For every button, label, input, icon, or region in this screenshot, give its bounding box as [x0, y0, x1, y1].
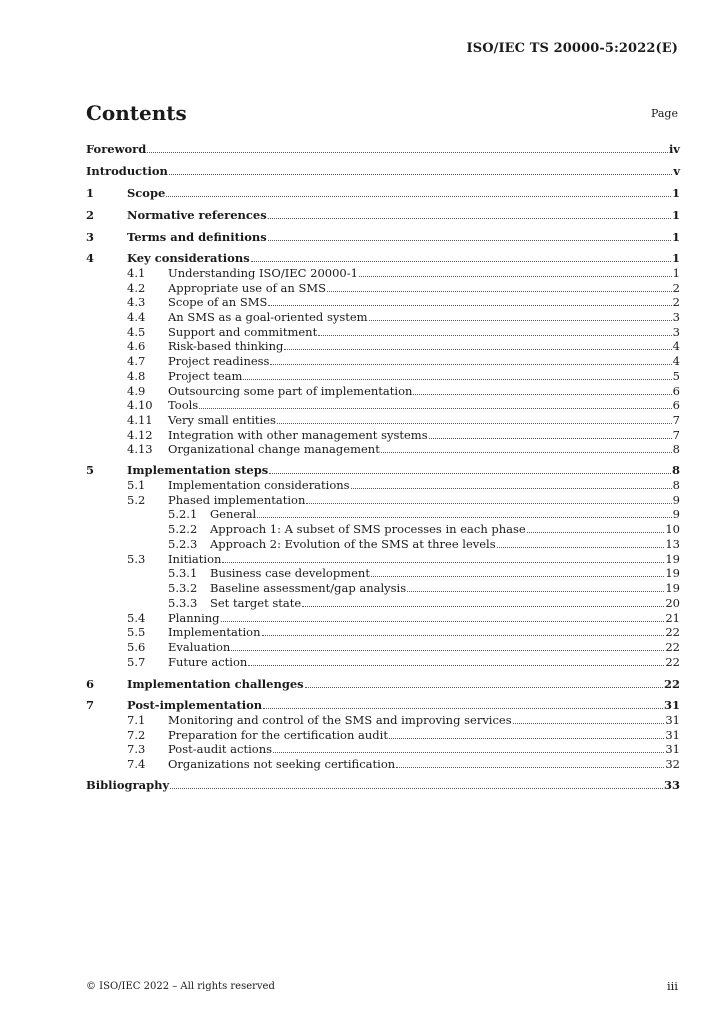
- toc-entry-title: Project readiness: [168, 354, 270, 368]
- toc-entry-page: 20: [665, 596, 680, 610]
- toc-entry-number: 4: [86, 251, 95, 265]
- toc-entry[interactable]: [86, 281, 680, 296]
- toc-entry[interactable]: [86, 230, 680, 245]
- toc-entry-page: 7: [672, 428, 680, 442]
- toc-entry-title: Foreword: [86, 142, 147, 156]
- leader-dots: [513, 723, 665, 724]
- toc-entry[interactable]: [86, 325, 680, 340]
- toc-entry-title: Scope: [127, 186, 166, 200]
- toc-entry[interactable]: [86, 552, 680, 567]
- toc-entry[interactable]: [86, 398, 680, 413]
- toc-entry-title: Outsourcing some part of implementation: [168, 384, 413, 398]
- toc-entry[interactable]: [86, 507, 680, 522]
- toc-entry-number: 4.8: [127, 369, 146, 383]
- toc-entry-title: Implementation challenges: [127, 677, 304, 691]
- leader-dots: [497, 547, 665, 548]
- leader-dots: [147, 152, 668, 153]
- toc-entry[interactable]: [86, 428, 680, 443]
- toc-entry-number: 5.3.3: [168, 596, 198, 610]
- toc-entry[interactable]: [86, 728, 680, 743]
- toc-entry-title: Approach 2: Evolution of the SMS at three levels: [210, 537, 496, 551]
- toc-entry[interactable]: [86, 596, 680, 611]
- toc-entry[interactable]: [86, 566, 680, 581]
- toc-entry[interactable]: [86, 537, 680, 552]
- toc-entry-page: v: [673, 164, 680, 178]
- toc-entry-page: 32: [665, 757, 680, 771]
- toc-entry-page: 22: [663, 677, 680, 691]
- leader-dots: [371, 576, 664, 577]
- toc-entry-title: Implementation steps: [127, 463, 269, 477]
- toc-entry-title: Scope of an SMS: [168, 295, 268, 309]
- toc-entry-page: 3: [672, 310, 680, 324]
- toc-entry-page: 31: [663, 698, 680, 712]
- toc-entry-title: An SMS as a goal-oriented system: [168, 310, 368, 324]
- toc-entry-title: Very small entities: [168, 413, 276, 427]
- toc-entry-number: 7: [86, 698, 95, 712]
- leader-dots: [269, 473, 671, 474]
- toc-entry-number: 5.1: [127, 478, 146, 492]
- toc-entry-title: Understanding ISO/IEC 20000-1: [168, 266, 358, 280]
- toc-entry-number: 7.1: [127, 713, 146, 727]
- toc-entry-number: 7.4: [127, 757, 146, 771]
- toc-entry-title: Key considerations: [127, 251, 250, 265]
- leader-dots: [268, 240, 671, 241]
- toc-entry[interactable]: [86, 266, 680, 281]
- toc-entry[interactable]: [86, 369, 680, 384]
- toc-entry-page: 22: [665, 640, 680, 654]
- leader-dots: [231, 650, 664, 651]
- toc-entry-title: Planning: [168, 611, 220, 625]
- toc-entry-page: 19: [665, 566, 680, 580]
- toc-entry-number: 4.3: [127, 295, 146, 309]
- toc-entry-page: 1: [671, 208, 680, 222]
- toc-entry-title: Phased implementation: [168, 493, 306, 507]
- toc-entry[interactable]: [86, 164, 680, 179]
- toc-entry-title: Organizational change management: [168, 442, 380, 456]
- toc-entry-number: 4.9: [127, 384, 146, 398]
- toc-entry[interactable]: [86, 295, 680, 310]
- toc-entry-number: 4.4: [127, 310, 146, 324]
- toc-entry-page: 10: [665, 522, 680, 536]
- toc-entry[interactable]: [86, 677, 680, 692]
- leader-dots: [305, 687, 663, 688]
- toc-entry-page: 6: [672, 384, 680, 398]
- leader-dots: [396, 767, 664, 768]
- leader-dots: [263, 708, 663, 709]
- toc-entry-page: 1: [671, 230, 680, 244]
- leader-dots: [262, 635, 665, 636]
- toc-entry-page: 8: [671, 463, 680, 477]
- toc-entry[interactable]: [86, 142, 680, 157]
- leader-dots: [306, 503, 671, 504]
- page-title: Contents: [86, 101, 187, 125]
- leader-dots: [199, 408, 671, 409]
- toc-entry-page: 33: [663, 778, 680, 792]
- toc-entry-page: 31: [665, 742, 680, 756]
- leader-dots: [369, 320, 672, 321]
- toc-entry[interactable]: [86, 463, 680, 478]
- toc-entry-title: Business case development: [210, 566, 370, 580]
- toc-entry[interactable]: [86, 757, 680, 772]
- toc-entry-number: 5.2.1: [168, 507, 198, 521]
- toc-entry-title: Set target state: [210, 596, 302, 610]
- toc-entry-number: 5.3.2: [168, 581, 198, 595]
- toc-entry-title: Bibliography: [86, 778, 170, 792]
- toc-entry[interactable]: [86, 581, 680, 596]
- toc-entry-title: Post-implementation: [127, 698, 263, 712]
- toc-entry-title: Terms and definitions: [127, 230, 267, 244]
- toc-entry-page: 3: [672, 325, 680, 339]
- leader-dots: [277, 423, 672, 424]
- toc-entry-title: Support and commitment: [168, 325, 318, 339]
- toc-entry-title: Normative references: [127, 208, 267, 222]
- toc-entry-number: 5.7: [127, 655, 146, 669]
- toc-entry-number: 3: [86, 230, 95, 244]
- toc-entry-number: 5.2.2: [168, 522, 198, 536]
- toc-entry-number: 6: [86, 677, 95, 691]
- toc-entry-number: 5.3.1: [168, 566, 198, 580]
- leader-dots: [351, 488, 672, 489]
- toc-entry[interactable]: [86, 478, 680, 493]
- toc-entry-title: Initiation: [168, 552, 222, 566]
- toc-entry-page: 6: [672, 398, 680, 412]
- toc-entry-page: 9: [672, 493, 680, 507]
- leader-dots: [527, 532, 665, 533]
- toc-entry[interactable]: [86, 742, 680, 757]
- toc-entry-page: 2: [672, 281, 680, 295]
- toc-entry-number: 4.5: [127, 325, 146, 339]
- leader-dots: [257, 517, 671, 518]
- toc-entry-page: 2: [672, 295, 680, 309]
- toc-entry[interactable]: [86, 310, 680, 325]
- leader-dots: [222, 562, 664, 563]
- toc-entry-number: 4.1: [127, 266, 146, 280]
- leader-dots: [273, 752, 664, 753]
- toc-entry-page: 19: [665, 581, 680, 595]
- leader-dots: [284, 349, 671, 350]
- leader-dots: [359, 276, 672, 277]
- toc-entry-number: 5.4: [127, 611, 146, 625]
- toc-entry-title: Approach 1: A subset of SMS processes in each phase: [210, 522, 526, 536]
- toc-entry-title: Future action: [168, 655, 248, 669]
- toc-entry[interactable]: [86, 611, 680, 626]
- toc-entry[interactable]: [86, 208, 680, 223]
- toc-entry-page: iv: [668, 142, 680, 156]
- toc-entry-page: 13: [665, 537, 680, 551]
- toc-entry-number: 4.6: [127, 339, 146, 353]
- page-column-label: Page: [650, 107, 678, 120]
- toc-entry-number: 4.11: [127, 413, 153, 427]
- leader-dots: [268, 218, 671, 219]
- leader-dots: [268, 305, 671, 306]
- toc-entry-title: Introduction: [86, 164, 168, 178]
- toc-entry-page: 19: [665, 552, 680, 566]
- leader-dots: [221, 621, 665, 622]
- toc-entry-number: 4.12: [127, 428, 153, 442]
- toc-entry-page: 8: [672, 442, 680, 456]
- toc-entry-page: 22: [665, 625, 680, 639]
- toc-entry-page: 4: [672, 354, 680, 368]
- toc-entry-title: Project team: [168, 369, 243, 383]
- toc-entry[interactable]: [86, 522, 680, 537]
- leader-dots: [413, 394, 671, 395]
- toc-entry[interactable]: [86, 493, 680, 508]
- toc-entry-title: Risk-based thinking: [168, 339, 284, 353]
- toc-entry-number: 4.7: [127, 354, 146, 368]
- toc-entry-page: 9: [672, 507, 680, 521]
- toc-entry-title: Preparation for the certification audit: [168, 728, 388, 742]
- toc-entry[interactable]: [86, 384, 680, 399]
- leader-dots: [389, 738, 664, 739]
- toc-entry-page: 1: [671, 186, 680, 200]
- leader-dots: [270, 364, 671, 365]
- toc-entry[interactable]: [86, 354, 680, 369]
- toc-entry-title: Implementation considerations: [168, 478, 350, 492]
- page-number: iii: [666, 979, 678, 993]
- toc-entry[interactable]: [86, 186, 680, 201]
- leader-dots: [318, 335, 671, 336]
- leader-dots: [327, 291, 672, 292]
- toc-entry-page: 21: [665, 611, 680, 625]
- toc-entry[interactable]: [86, 655, 680, 670]
- leader-dots: [251, 261, 671, 262]
- leader-dots: [243, 379, 671, 380]
- leader-dots: [248, 665, 664, 666]
- toc-entry-number: 2: [86, 208, 95, 222]
- toc-entry-title: Baseline assessment/gap analysis: [210, 581, 407, 595]
- leader-dots: [381, 452, 672, 453]
- toc-entry-title: Integration with other management systems: [168, 428, 428, 442]
- toc-entry[interactable]: [86, 413, 680, 428]
- toc-entry-number: 7.3: [127, 742, 146, 756]
- toc-entry[interactable]: [86, 251, 680, 266]
- leader-dots: [407, 591, 664, 592]
- toc-entry-page: 1: [672, 266, 680, 280]
- leader-dots: [302, 606, 664, 607]
- toc-entry-title: Post-audit actions: [168, 742, 273, 756]
- leader-dots: [170, 788, 663, 789]
- toc-entry[interactable]: [86, 778, 680, 793]
- toc-entry-title: Evaluation: [168, 640, 231, 654]
- toc-entry[interactable]: [86, 713, 680, 728]
- toc-entry-title: Implementation: [168, 625, 261, 639]
- toc-entry-number: 5.2: [127, 493, 146, 507]
- toc-entry-title: Monitoring and control of the SMS and improving services: [168, 713, 512, 727]
- toc-entry-number: 4.10: [127, 398, 153, 412]
- toc-entry-title: Organizations not seeking certification: [168, 757, 396, 771]
- toc-entry-number: 7.2: [127, 728, 146, 742]
- leader-dots: [169, 174, 672, 175]
- toc-entry-number: 5.2.3: [168, 537, 198, 551]
- document-id: ISO/IEC TS 20000-5:2022(E): [466, 41, 678, 56]
- toc-entry-page: 7: [672, 413, 680, 427]
- toc-entry[interactable]: [86, 339, 680, 354]
- toc-entry-title: General: [210, 507, 257, 521]
- toc-entry-number: 4.2: [127, 281, 146, 295]
- toc-entry-number: 5: [86, 463, 95, 477]
- leader-dots: [429, 438, 672, 439]
- toc-entry-page: 22: [665, 655, 680, 669]
- toc-entry-page: 5: [672, 369, 680, 383]
- toc-entry-title: Appropriate use of an SMS: [168, 281, 326, 295]
- toc-entry[interactable]: [86, 640, 680, 655]
- toc-entry-page: 31: [665, 713, 680, 727]
- toc-entry[interactable]: [86, 698, 680, 713]
- toc-entry-number: 5.3: [127, 552, 146, 566]
- toc-entry-title: Tools: [168, 398, 199, 412]
- toc-entry-number: 1: [86, 186, 95, 200]
- toc-entry-number: 5.5: [127, 625, 146, 639]
- leader-dots: [166, 196, 671, 197]
- toc-entry-page: 1: [671, 251, 680, 265]
- toc-entry-number: 5.6: [127, 640, 146, 654]
- toc-entry-number: 4.13: [127, 442, 153, 456]
- toc-entry[interactable]: [86, 625, 680, 640]
- toc-entry-page: 31: [665, 728, 680, 742]
- toc-entry-page: 4: [672, 339, 680, 353]
- copyright-notice: © ISO/IEC 2022 – All rights reserved: [86, 981, 275, 992]
- toc-entry-page: 8: [672, 478, 680, 492]
- toc-entry[interactable]: [86, 442, 680, 457]
